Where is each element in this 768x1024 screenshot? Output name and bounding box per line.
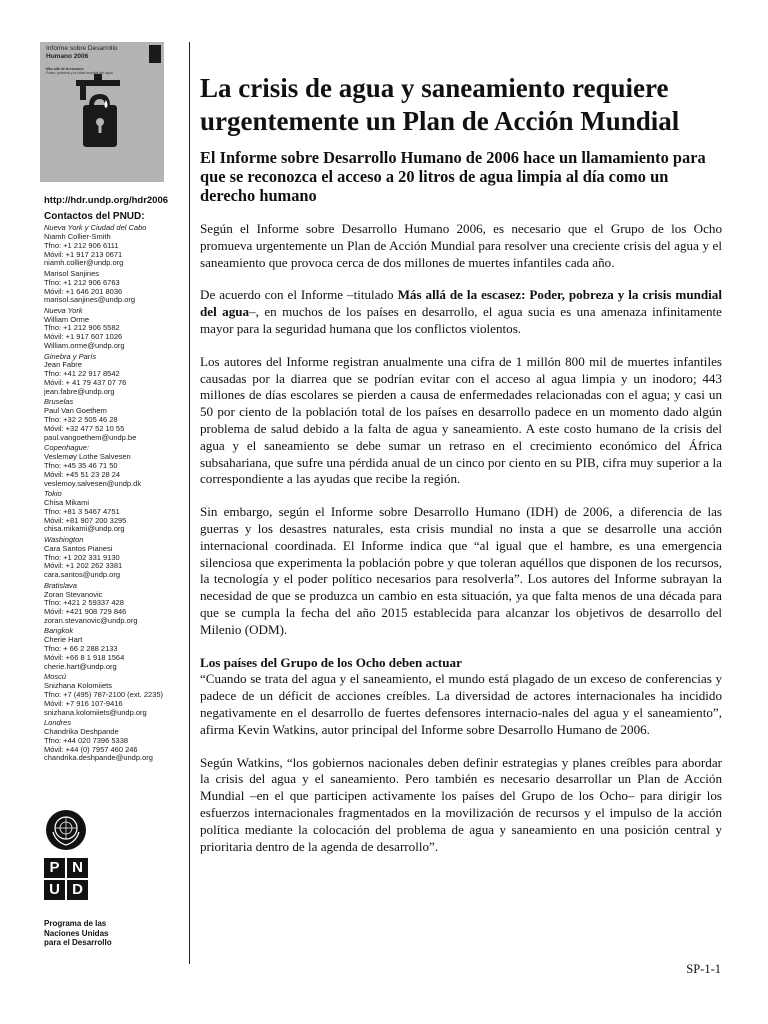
logo-letter: P — [44, 858, 65, 878]
contact-phone: Tfno: +81 3 5467 4751 — [44, 506, 120, 516]
contact-phone: Móvil: +1 646 201 8036 — [44, 286, 123, 296]
cover-subtitle — [46, 67, 154, 75]
paragraph-silent-emergency: Sin embargo, según el Informe sobre Desarrollo Humano (IDH) de 2006, a diferencia de las guerras y los desastres naturales, esta crisis mundial no insta a que se desarrolle una acción internacional coordinada. El Informe indica que “al igual que el hambre, es una emergencia silenciosa que experimenta la población pobre y que toleran aquéllos que disponen de los recursos, la tecnología y el poder político necesarios para resolverla”. Los autores del Informe subrayan la necesidad de que se produzca un cambio en esta situación, ya que falta menos de una década para que se cumpla la fecha del año 2015 establecida para alcanzar los objetivos de desarrollo del Milenio (ODM). — [200, 504, 722, 637]
article-subtitle: El Informe sobre Desarrollo Humano de 2006 hace un llamamiento para que se reconozca el acceso a 20 litros de agua limpia al día como un derecho humano — [200, 148, 706, 205]
logo-letter: U — [44, 880, 65, 900]
article — [200, 72, 722, 855]
contact-phone: Tfno: +1 212 906 5582 — [44, 323, 120, 333]
contact-location: Nueva York y Ciudad del Cabo — [44, 223, 147, 232]
report-cover — [40, 42, 164, 182]
contact-name: Niamh Collier-Smith — [44, 231, 111, 241]
contact-location: Copenhague: — [44, 443, 90, 453]
contact-phone: Móvil: +1 202 262 3381 — [44, 561, 123, 571]
contact-phone: Móvil: +32 477 52 10 55 — [44, 423, 125, 433]
contact-email-link[interactable]: jean.fabre@undp.org — [44, 386, 115, 396]
cover-subtitle-line-2: Poder, pobreza y la crisis mundial del agua — [46, 71, 113, 75]
contact-location: Washington — [44, 534, 84, 544]
undp-logo — [44, 808, 88, 900]
contact-name: Veslemøy Lothe Salvesen — [44, 452, 131, 462]
contact-name: Paul Van Goethem — [44, 406, 107, 416]
program-name — [44, 919, 154, 948]
contact-entry — [44, 307, 184, 351]
program-name-line: Naciones Unidas — [44, 928, 109, 938]
contact-entry — [44, 270, 184, 305]
page-code: SP-1-1 — [686, 962, 721, 976]
contact-location: Ginebra y París — [44, 351, 97, 361]
article-title: La crisis de agua y saneamiento requiere urgentemente un Plan de Acción Mundial — [200, 73, 680, 136]
contact-name: Cara Santos Pianesi — [44, 543, 113, 553]
contact-location: Bratislava — [44, 580, 77, 590]
contact-phone: Tfno: +1 212 906 6111 — [44, 240, 119, 250]
contact-email-link[interactable]: chisa.mikami@undp.org — [44, 524, 125, 534]
contact-entry — [44, 719, 184, 763]
logo-letter: D — [67, 880, 88, 900]
contact-email-link[interactable]: paul.vangoethem@undp.be — [44, 432, 137, 442]
contact-location: Tokio — [44, 489, 62, 499]
contact-name: Chandrika Deshpande — [44, 726, 119, 736]
contact-email-link[interactable]: veslemoy.salvesen@undp.dk — [44, 478, 142, 488]
contact-entry — [44, 398, 184, 442]
contact-entry — [44, 444, 184, 488]
paragraph-watkins-quote: “Cuando se trata del agua y el saneamiento, el mundo está plagado de un exceso de conferencias y padece de un déficit de acciones creíbles. La diversidad de actores internacionales ha incidido negativamente en el desarrollo de fuertes defensores internacio-nales del agua y el saneamiento”, afirma Kevin Watkins, autor principal del Informe sobre Desarrollo Humano de 2006. — [200, 671, 722, 737]
contact-phone: Tfno: +7 (495) 787-2100 (ext. 2235) — [44, 689, 164, 699]
pnud-letter-grid — [44, 858, 88, 900]
contact-email-link[interactable]: cherie.hart@undp.org — [44, 661, 117, 671]
cover-subtitle-line-1: Más allá de la escasez: — [46, 67, 85, 71]
contact-phone: Tfno: +421 2 59337 428 — [44, 598, 124, 608]
contact-phone: Móvil: + 41 79 437 07 76 — [44, 378, 127, 388]
logo-letter: N — [67, 858, 88, 878]
contact-email-link[interactable]: marisol.sanjines@undp.org — [44, 295, 135, 305]
contact-entry — [44, 224, 184, 268]
cover-undp-logo-icon — [149, 45, 161, 63]
contacts-heading: Contactos del PNUD: — [44, 211, 145, 222]
program-name-line: para el Desarrollo — [44, 938, 112, 947]
contact-location: Bangkok — [44, 626, 74, 636]
contact-email-link[interactable]: snizhana.kolomiiets@undp.org — [44, 707, 147, 717]
section-heading: Los países del Grupo de los Ocho deben actuar — [200, 654, 462, 670]
contact-phone: Móvil: +66 8 1 918 1564 — [44, 653, 125, 662]
contact-phone: Móvil: +81 907 200 3295 — [44, 515, 127, 525]
program-name-line: Programa de las — [44, 919, 107, 928]
contact-phone: Móvil: +44 (0) 7957 460 246 — [44, 744, 138, 754]
cover-series-line-2: Humano 2006 — [46, 52, 89, 60]
contact-name: Snizhana Kolomiiets — [44, 681, 112, 691]
contacts-list — [44, 224, 184, 765]
contact-email-link[interactable]: zoran.stevanovic@undp.org — [44, 616, 138, 626]
contact-entry — [44, 673, 184, 717]
column-divider — [189, 42, 190, 964]
contact-entry — [44, 353, 184, 397]
contact-phone: Móvil: +421 908 729 846 — [44, 607, 127, 617]
paragraph-text: –, en muchos de los países en desarrollo, el agua sucia es una amenaza infinitamente mayor para la seguridad humana que los conflictos violentos. — [200, 304, 722, 336]
contact-name: Marisol Sanjines — [44, 268, 100, 278]
contact-name: Jean Fabre — [44, 360, 82, 370]
paragraph-figures: Los autores del Informe registran anualmente una cifra de 1 millón 800 mil de muertes infantiles causadas por la diarrea que se podrían evitar con el acceso al agua limpia y un inodoro; 443 millones de días escolares se pierden a causa de enfermedades relacionadas con el agua; y casi un 50 por ciento de la población total de los países en desarrollo padece en un momento dado algún problema de salud debido a la falta de agua y saneamiento. A este costo humano de la crisis del agua y el saneamiento se debe sumar un retraso en el crecimiento económico del África subsahariana, que sufre una pérdida anual de un cinco por ciento en su PIB, cifra muy superior a la correspondiente a las ayudas que recibe la región. — [200, 353, 722, 487]
contact-phone: Móvil: +7 916 107-9416 — [44, 698, 123, 708]
contact-name: William Orme — [44, 314, 89, 324]
contact-phone: Móvil: +1 917 607 1026 — [44, 332, 123, 342]
contact-phone: Tfno: +44 020 7396 5338 — [44, 735, 129, 745]
contact-phone: Tfno: +1 202 331 9130 — [44, 552, 120, 562]
contact-name: Zoran Stevanovic — [44, 589, 103, 599]
contact-location: Bruselas — [44, 397, 74, 407]
cover-series-line-1: Informe sobre Desarrollo — [46, 45, 118, 52]
paragraph-report-title — [200, 287, 722, 337]
contact-entry — [44, 490, 184, 534]
contact-entry — [44, 627, 184, 671]
contact-location: Londres — [44, 718, 72, 728]
contact-email-link[interactable]: William.orme@undp.org — [44, 341, 125, 351]
un-emblem-icon — [44, 808, 88, 852]
cover-series-title — [46, 45, 142, 60]
contact-email-link[interactable]: cara.santos@undp.org — [44, 570, 120, 580]
contact-phone: Tfno: +45 35 46 71 50 — [44, 460, 118, 470]
faucet-lock-illustration — [40, 42, 164, 182]
paragraph-watkins-plan: Según Watkins, “los gobiernos nacionales deben definir estrategias y planes creíbles para abordar la crisis del agua y el saneamiento. Pero también es necesario desarrollar un Plan de Acción Mundial –en el que participen activamente los países del Grupo de los Ocho– para dirigir los esfuerzos internacionales fragmentados en la movilización de recursos y el impulso de la acción política mediante la colocación del problema de agua y saneamiento en una posición central y prioritaria dentro de la agenda de desarrollo”. — [200, 754, 722, 854]
contact-name: Chisa Mikami — [44, 497, 90, 507]
contact-location: Nueva York — [44, 305, 83, 315]
contact-email-link[interactable]: niamh.collier@undp.org — [44, 258, 124, 268]
report-title-bold: Más allá de la escasez: Poder, pobreza y la crisis mundial del agua — [200, 287, 722, 320]
contact-location: Moscú — [44, 672, 67, 682]
contact-entry — [44, 536, 184, 580]
report-url-link[interactable]: http://hdr.undp.org/hdr2006 — [44, 195, 169, 206]
contact-email-link[interactable]: chandrika.deshpande@undp.org — [44, 753, 153, 763]
contact-phone: Tfno: +1 212 906 6763 — [44, 277, 120, 287]
contact-phone: Tfno: +32 2 505 46 28 — [44, 415, 118, 425]
contact-entry — [44, 582, 184, 626]
contact-phone: Móvil: +45 51 23 28 24 — [44, 469, 121, 479]
contact-phone: Tfno: + 66 2 288 2133 — [44, 644, 118, 654]
contact-phone: Móvil: +1 917 213 0671 — [44, 249, 123, 259]
paragraph-intro: Según el Informe sobre Desarrollo Humano 2006, es necesario que el Grupo de los Ocho promueva urgentemente un Plan de Acción Mundial para resolver una creciente crisis del agua y el saneamiento que provoca cerca de dos millones de muertes infantiles cada año. — [200, 221, 722, 270]
contact-name: Cherie Hart — [44, 635, 83, 645]
contact-phone: Tfno: +41 22 917 8542 — [44, 369, 120, 379]
paragraph-text: De acuerdo con el Informe –titulado — [200, 287, 398, 303]
